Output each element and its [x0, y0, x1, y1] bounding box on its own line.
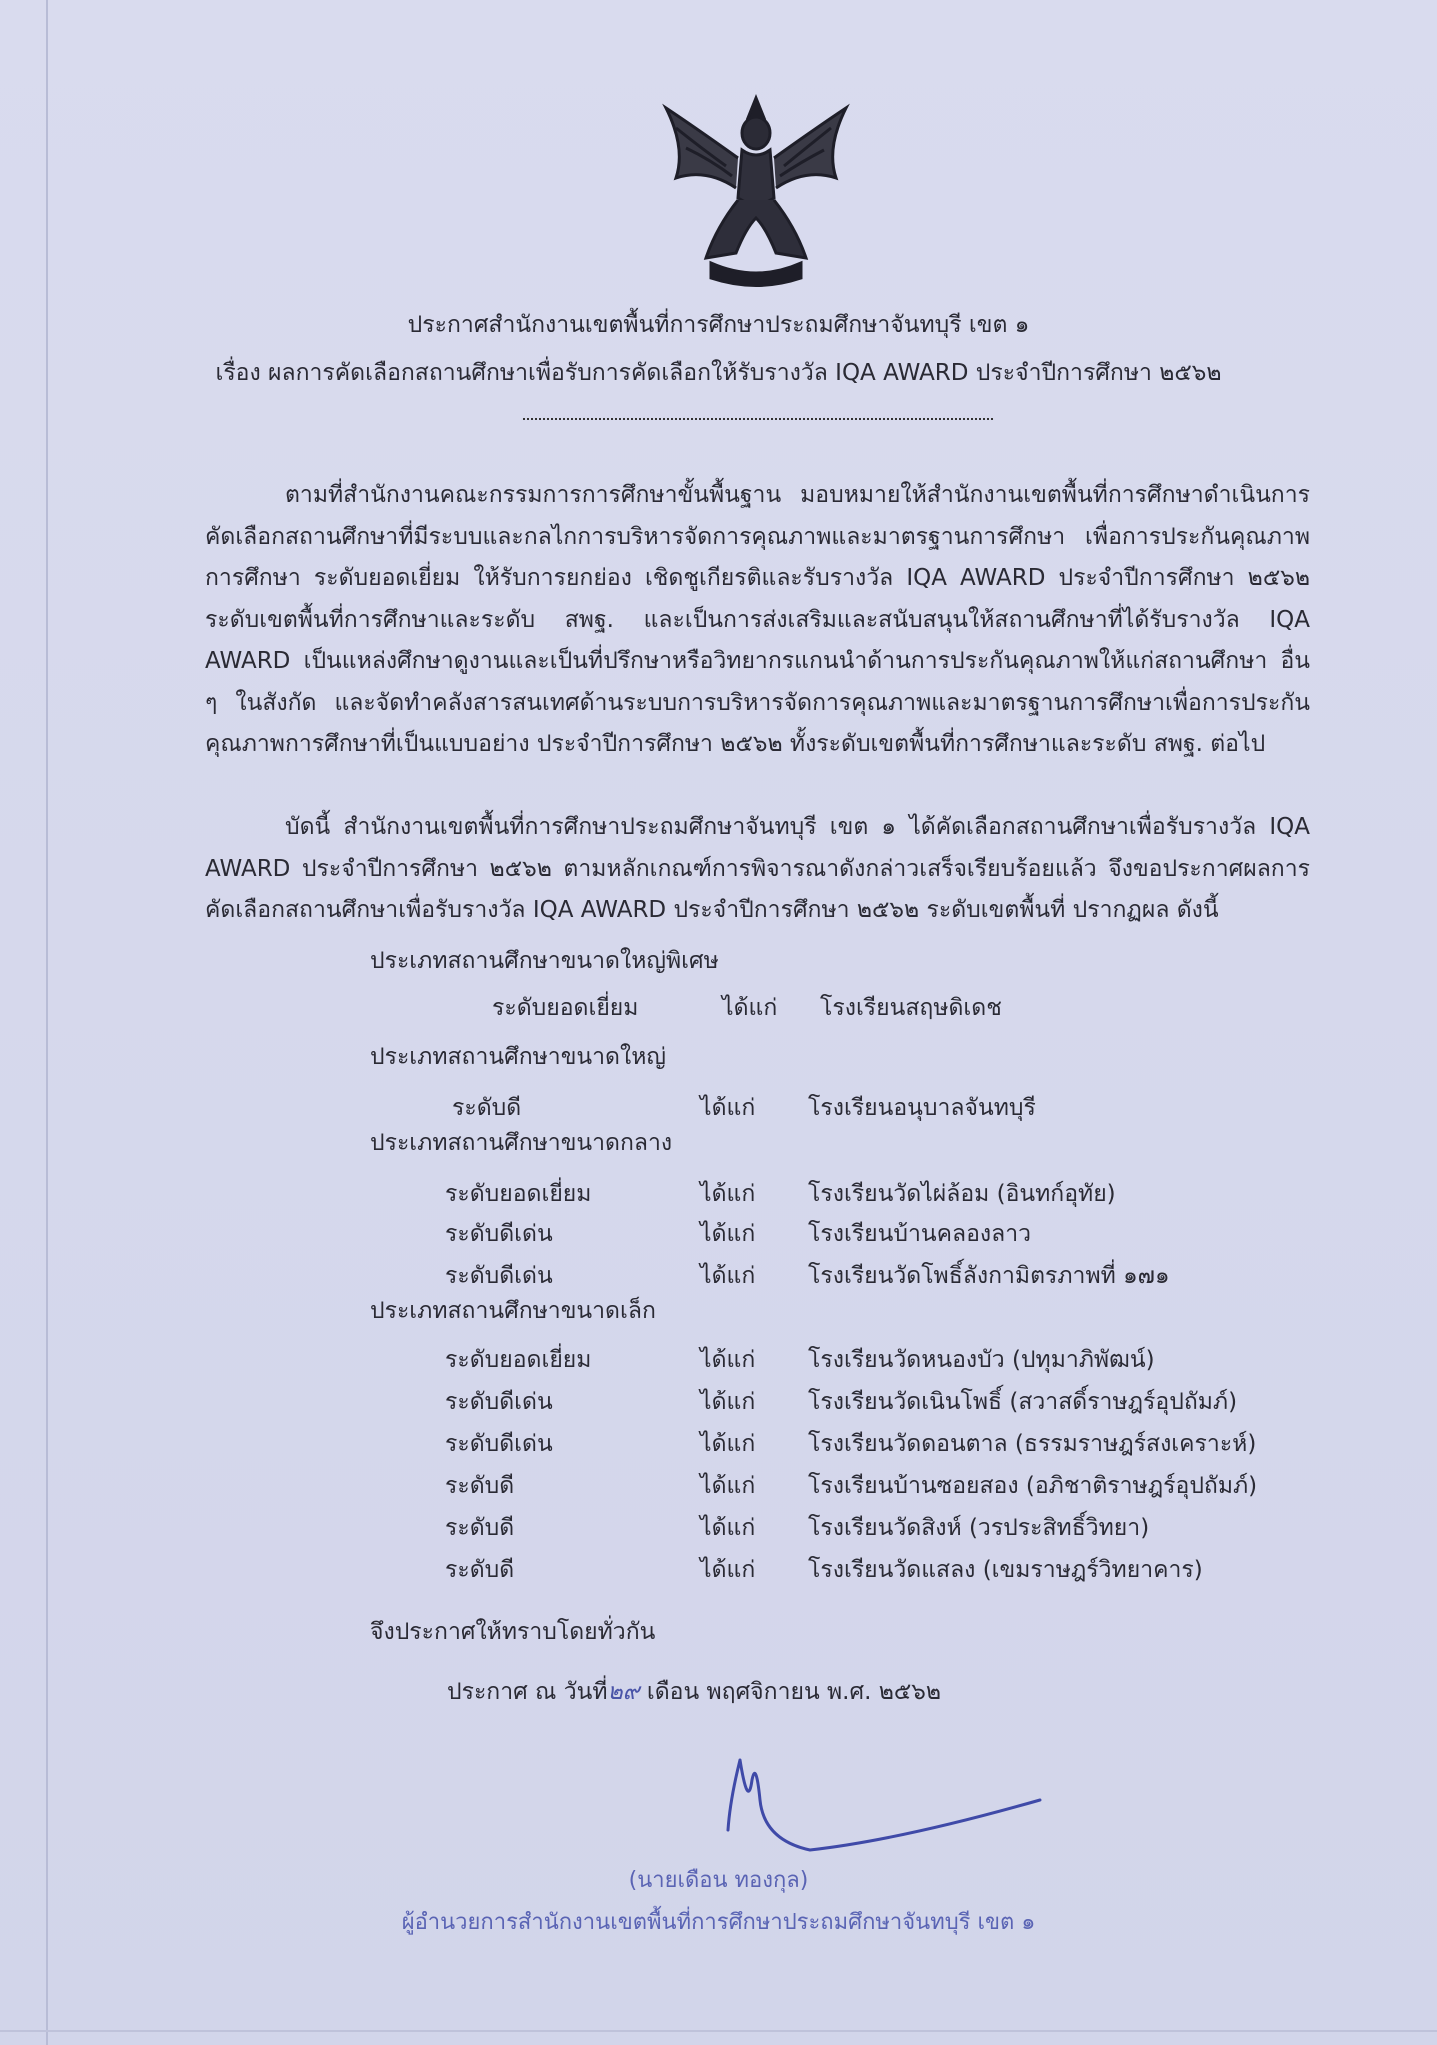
award-got: ได้แก่ [700, 1221, 756, 1247]
garuda-emblem-icon [656, 88, 856, 293]
award-got: ได้แก่ [700, 1515, 756, 1541]
announcement-date [447, 1674, 941, 1710]
date-suffix: เดือน พฤศจิกายน พ.ศ. ๒๕๖๒ [639, 1679, 942, 1705]
award-school: โรงเรียนวัดไผ่ล้อม (อินทก์อุทัย) [808, 1181, 1116, 1207]
award-row [0, 1342, 1437, 1376]
award-row [0, 1384, 1437, 1418]
signature-mark [700, 1740, 1060, 1860]
announcement-subject: เรื่อง ผลการคัดเลือกสถานศึกษาเพื่อรับการคัดเลือกให้รับรางวัล IQA AWARD ประจำปีการศึกษา ๒๕๖๒ [215, 360, 1222, 386]
award-level: ระดับยอดเยี่ยม [492, 995, 639, 1021]
award-got: ได้แก่ [700, 1389, 756, 1415]
award-level: ระดับดี [445, 1473, 515, 1499]
award-school: โรงเรียนบ้านซอยสอง (อภิชาติราษฎร์อุปถัมภ์) [808, 1473, 1258, 1499]
award-got: ได้แก่ [722, 995, 778, 1021]
award-school: โรงเรียนสฤษดิเดช [820, 995, 1002, 1021]
award-level: ระดับดี [445, 1515, 515, 1541]
award-row [0, 990, 1437, 1024]
category-heading: ประเภทสถานศึกษาขนาดเล็ก [370, 1298, 656, 1324]
body-paragraph-2: บัดนี้ สำนักงานเขตพื้นที่การศึกษาประถมศึกษาจันทบุรี เขต ๑ ได้คัดเลือกสถานศึกษาเพื่อรับรางวัล IQA AWARD ประจำปีการศึกษา ๒๕๖๒ ตามหลักเกณฑ์การพิจารณาดังกล่าวเสร็จเรียบร้อยแล้ว จึงขอประกาศผลการคัดเลือกสถานศึกษาเพื่อรับรางวัล IQA AWARD ประจำปีการศึกษา ๒๕๖๒ ระดับเขตพื้นที่ ปรากฏผล ดังนี้ [205, 814, 1310, 923]
award-level: ระดับดีเด่น [445, 1263, 553, 1289]
closing-statement: จึงประกาศให้ทราบโดยทั่วกัน [370, 1619, 656, 1645]
award-school: โรงเรียนบ้านคลองลาว [808, 1221, 1032, 1247]
award-row [0, 1426, 1437, 1460]
award-level: ระดับดี [452, 1095, 522, 1121]
dotted-divider [523, 418, 993, 420]
signer-name: (นายเดือน ทองกุล) [628, 1868, 809, 1893]
award-school: โรงเรียนวัดโพธิ์ลังกามิตรภาพที่ ๑๗๑ [808, 1263, 1170, 1289]
award-level: ระดับดี [445, 1557, 515, 1583]
category-heading: ประเภทสถานศึกษาขนาดใหญ่พิเศษ [370, 948, 719, 974]
award-got: ได้แก่ [700, 1347, 756, 1373]
award-got: ได้แก่ [700, 1181, 756, 1207]
date-day-handwritten: ๒๙ [607, 1679, 640, 1705]
award-level: ระดับดีเด่น [445, 1431, 553, 1457]
award-school: โรงเรียนวัดหนองบัว (ปทุมาภิพัฒน์) [808, 1347, 1155, 1373]
award-row [0, 1090, 1437, 1124]
award-row [0, 1510, 1437, 1544]
award-got: ได้แก่ [700, 1095, 756, 1121]
date-prefix: ประกาศ ณ วันที่ [447, 1679, 608, 1705]
award-row [0, 1216, 1437, 1250]
award-row [0, 1468, 1437, 1502]
category-heading: ประเภทสถานศึกษาขนาดกลาง [370, 1130, 673, 1156]
award-level: ระดับยอดเยี่ยม [445, 1347, 592, 1373]
award-school: โรงเรียนวัดสิงห์ (วรประสิทธิ์วิทยา) [808, 1515, 1150, 1541]
award-row [0, 1552, 1437, 1586]
award-got: ได้แก่ [700, 1557, 756, 1583]
announcement-agency: ประกาศสำนักงานเขตพื้นที่การศึกษาประถมศึกษาจันทบุรี เขต ๑ [407, 312, 1030, 338]
award-school: โรงเรียนวัดแสลง (เขมราษฎร์วิทยาคาร) [808, 1557, 1203, 1583]
award-got: ได้แก่ [700, 1431, 756, 1457]
page-edge-bottom [0, 2030, 1437, 2032]
signer-title: ผู้อำนวยการสำนักงานเขตพื้นที่การศึกษาประถมศึกษาจันทบุรี เขต ๑ [401, 1910, 1036, 1935]
body-paragraph-1: ตามที่สำนักงานคณะกรรมการการศึกษาขั้นพื้นฐาน มอบหมายให้สำนักงานเขตพื้นที่การศึกษาดำเนินการคัดเลือกสถานศึกษาที่มีระบบและกลไกการบริหารจัดการคุณภาพและมาตรฐานการศึกษา เพื่อการประกันคุณภาพการศึกษา ระดับยอดเยี่ยม ให้รับการยกย่อง เชิดชูเกียรติและรับรางวัล IQA AWARD ประจำปีการศึกษา ๒๕๖๒ ระดับเขตพื้นที่การศึกษาและระดับ สพฐ. และเป็นการส่งเสริมและสนับสนุนให้สถานศึกษาที่ได้รับรางวัล IQA AWARD เป็นแหล่งศึกษาดูงานและเป็นที่ปรึกษาหรือวิทยากรแกนนำด้านการประกันคุณภาพให้แก่สถานศึกษา อื่น ๆ ในสังกัด และจัดทำคลังสารสนเทศด้านระบบการบริหารจัดการคุณภาพและมาตรฐานการศึกษาเพื่อการประกันคุณภาพการศึกษาที่เป็นแบบอย่าง ประจำปีการศึกษา ๒๕๖๒ ทั้งระดับเขตพื้นที่การศึกษาและระดับ สพฐ. ต่อไป [205, 482, 1310, 757]
award-level: ระดับยอดเยี่ยม [445, 1181, 592, 1207]
award-got: ได้แก่ [700, 1473, 756, 1499]
award-school: โรงเรียนอนุบาลจันทบุรี [808, 1095, 1036, 1121]
award-got: ได้แก่ [700, 1263, 756, 1289]
award-level: ระดับดีเด่น [445, 1221, 553, 1247]
award-school: โรงเรียนวัดเนินโพธิ์ (สวาสดิ์ราษฎร์อุปถัมภ์) [808, 1389, 1238, 1415]
category-heading: ประเภทสถานศึกษาขนาดใหญ่ [370, 1044, 666, 1070]
award-school: โรงเรียนวัดดอนตาล (ธรรมราษฎร์สงเคราะห์) [808, 1431, 1257, 1457]
award-level: ระดับดีเด่น [445, 1389, 553, 1415]
award-row [0, 1258, 1437, 1292]
award-row [0, 1176, 1437, 1210]
